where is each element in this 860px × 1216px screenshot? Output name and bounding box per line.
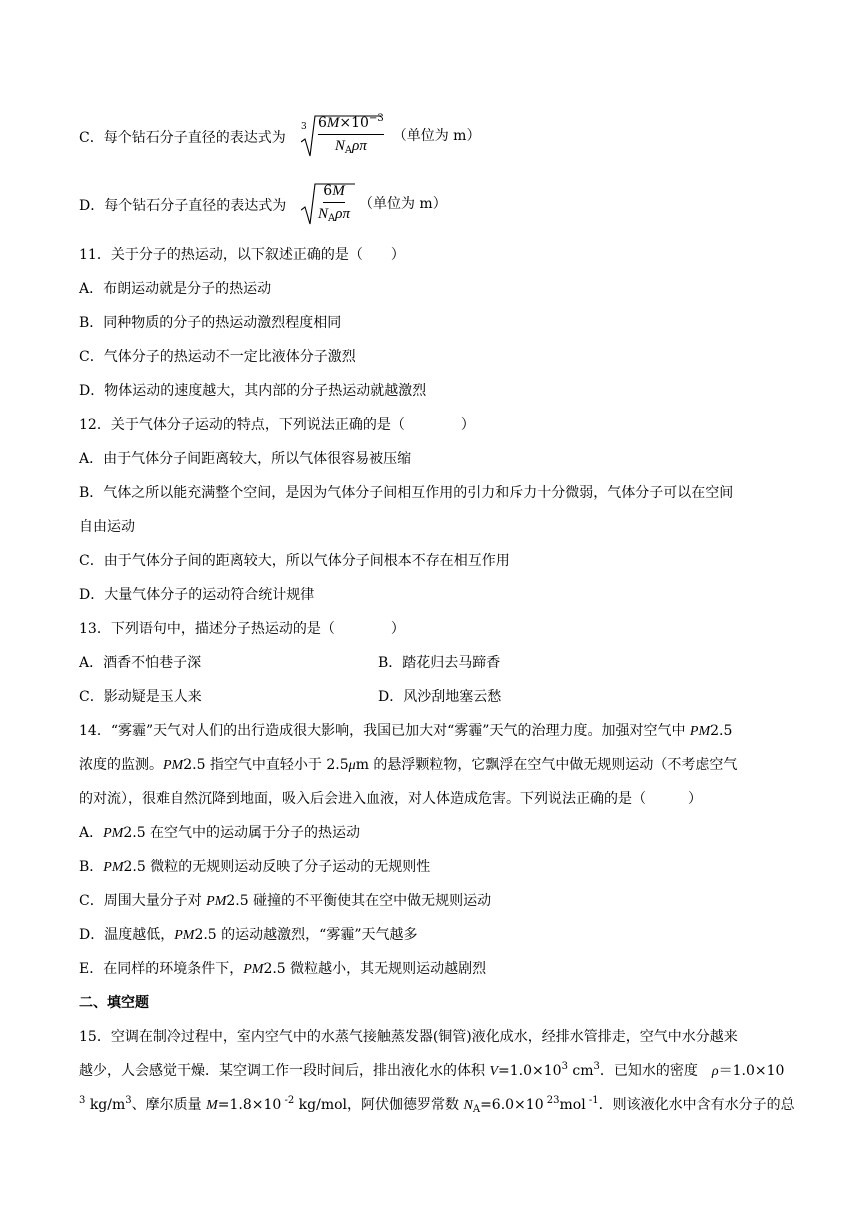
- q10-d-prefix: D．每个钻石分子直径的表达式为: [79, 198, 287, 214]
- q10-c-prefix: C．每个钻石分子直径的表达式为: [79, 130, 286, 146]
- q14-option-a: A．PM2.5 在空气中的运动属于分子的热运动: [79, 825, 361, 841]
- q10-d-formula: [301, 182, 447, 223]
- square-root: [301, 182, 353, 223]
- q12-option-a: A．由于气体分子间距离较大，所以气体很容易被压缩: [79, 451, 412, 467]
- cube-root: [301, 114, 387, 155]
- q14-stem-line2: 浓度的监测。PM2.5 指空气中直轻小于 2.5μm 的悬浮颗粒物，它飘浮在空气中做无规则运动（不考虑空气: [79, 757, 738, 773]
- q13-option-a: A．酒香不怕巷子深: [79, 655, 202, 671]
- section-title-fill-in: 二、填空题: [79, 995, 149, 1011]
- q12-option-b-line2: 自由运动: [79, 519, 135, 535]
- q14-option-d: D．温度越低，PM2.5 的运动越激烈，“雾霾”天气越多: [79, 927, 418, 943]
- q14-option-c: C．周围大量分子对 PM2.5 碰撞的不平衡使其在空中做无规则运动: [79, 893, 492, 909]
- q15-line1: 15．空调在制冷过程中，室内空气中的水蒸气接触蒸发器(铜管)液化成水，经排水管排走，空气中水分越来: [79, 1029, 738, 1045]
- q13-option-b: B．踏花归去马蹄香: [378, 655, 501, 671]
- q15-line3: $^3$ $kg/m^3$、摩尔质量 M=1.8×10 $^{-2}$ kg/mol，阿伏伽德罗常数 $N_A=6.0\times 10$ $^{23}$mol $^{-1}$．则该液化水中含有水分子的总: [79, 1095, 795, 1115]
- q14-stem-line1: 14．“雾霾”天气对人们的出行造成很大影响，我国已加大对“雾霾”天气的治理力度。加强对空气中 PM2.5: [79, 723, 733, 739]
- q13-stem: 13．下列语句中，描述分子热运动的是（ ）: [79, 621, 405, 637]
- q14-stem-line3: 的对流），很难自然沉降到地面，吸入后会进入血液，对人体造成危害。下列说法正确的是（ ）: [79, 791, 702, 807]
- q15-line2: 越少，人会感觉干燥．某空调工作一段时间后，排出液化水的体积 $V=1.0\times 10^3$ $cm^3$．已知水的密度 ρ＝1.0×10: [79, 1061, 785, 1079]
- q11-option-c: C．气体分子的热运动不一定比液体分子激烈: [79, 349, 356, 365]
- q11-stem: 11．关于分子的热运动，以下叙述正确的是（ ）: [79, 247, 405, 263]
- q12-option-d: D．大量气体分子的运动符合统计规律: [79, 587, 315, 603]
- q10-d-unit: （单位为 m）: [358, 195, 447, 212]
- q11-option-d: D．物体运动的速度越大，其内部的分子热运动就越激烈: [79, 383, 427, 399]
- fraction-numerator: 6M: [323, 182, 344, 203]
- fraction-numerator: $6M\times 10^{-3}$: [318, 114, 384, 135]
- q14-option-b: B．PM2.5 微粒的无规则运动反映了分子运动的无规则性: [79, 859, 431, 875]
- fraction-denominator: $N_A\rho\pi$: [334, 138, 367, 156]
- q10-c-formula: [301, 114, 480, 155]
- q13-option-c: C．影动疑是玉人来: [79, 689, 202, 705]
- fraction-denominator: $N_A\rho\pi$: [318, 206, 350, 224]
- q13-option-d: D．风沙刮地塞云愁: [378, 689, 502, 705]
- radical-sign-icon: [301, 114, 381, 160]
- root-index: 3: [301, 122, 307, 132]
- q12-stem: 12．关于气体分子运动的特点，下列说法正确的是（ ）: [79, 417, 475, 433]
- q10-option-c: [79, 128, 286, 148]
- q10-c-unit: （单位为 m）: [392, 127, 481, 144]
- q12-option-c: C．由于气体分子间的距离较大，所以气体分子间根本不存在相互作用: [79, 553, 510, 569]
- radical-sign-icon: [301, 182, 355, 228]
- q11-option-a: A．布朗运动就是分子的热运动: [79, 281, 272, 297]
- q12-option-b-line1: B．气体之所以能充满整个空间，是因为气体分子间相互作用的引力和斥力十分微弱，气体分子可以在空间: [79, 485, 734, 501]
- q10-option-d: [79, 196, 286, 216]
- q11-option-b: B．同种物质的分子的热运动激烈程度相同: [79, 315, 342, 331]
- q14-option-e: E．在同样的环境条件下，PM2.5 微粒越小，其无规则运动越剧烈: [79, 961, 487, 977]
